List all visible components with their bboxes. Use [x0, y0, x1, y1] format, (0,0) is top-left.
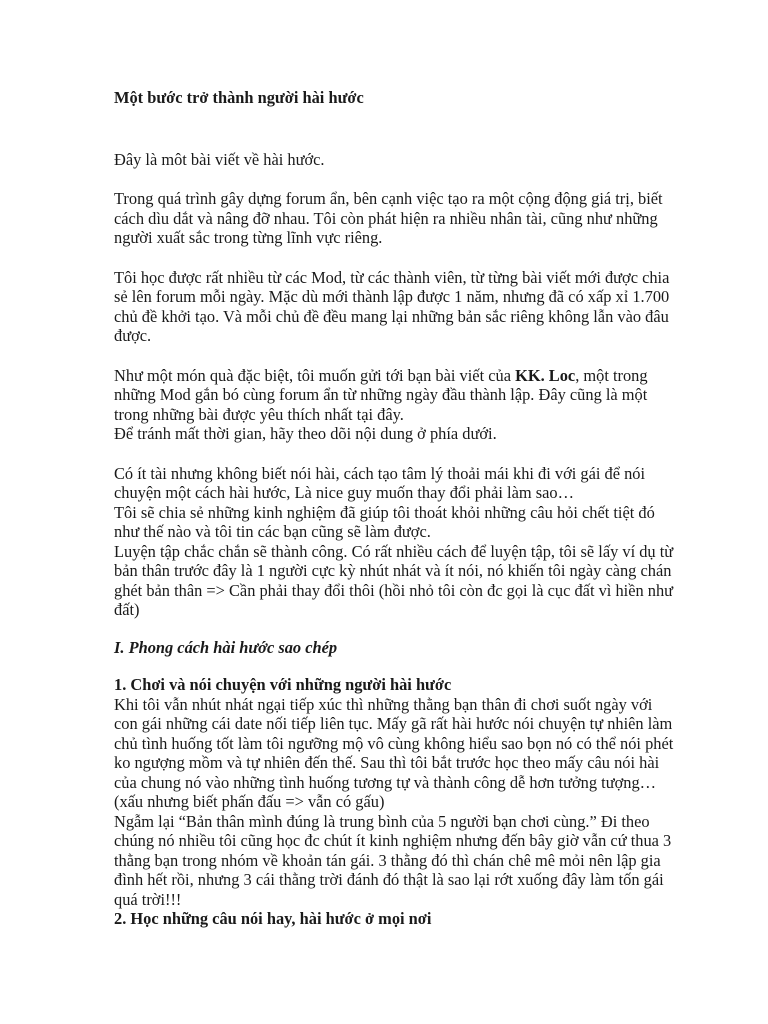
gift-text-before: Như một món quà đặc biệt, tôi muốn gửi tới bạn bài viết của — [114, 365, 516, 385]
paragraph-gift — [114, 366, 674, 425]
paragraph-learning: Tôi học được rất nhiều từ các Mod, từ các thành viên, từ từng bài viết mới được chia sẻ lên forum mỗi ngày. Mặc dù mới thành lập được 1 năm, nhưng đã có xấp xỉ 1.700 chủ đề khởi tạo. Và mỗi chủ đề đều mang lại những bản sắc riêng không lẫn vào đâu được. — [114, 267, 670, 345]
paragraph-share: Tôi sẽ chia sẻ những kinh nghiệm đã giúp tôi thoát khỏi những câu hỏi chết tiệt đó như thế nào và tôi tin các bạn cũng sẽ làm được. — [114, 502, 655, 541]
paragraph-follow: Để tránh mất thời gian, hãy theo dõi nội dung ở phía dưới. — [114, 424, 497, 443]
paragraph-forum-intro: Trong quá trình gây dựng forum ẩn, bên cạnh việc tạo ra một cộng động giá trị, biết cách dìu dắt và nâng đỡ nhau. Tôi còn phát hiện ra nhiều nhân tài, cũng như những người xuất sắc trong từng lĩnh vực riêng. — [114, 189, 663, 247]
paragraph-question: Có ít tài nhưng không biết nói hài, cách tạo tâm lý thoải mái khi đi với gái để nói chuyện một cách hài hước, Là nice guy muốn thay đổi phải làm sao… — [114, 463, 646, 502]
paragraph-reflection: Ngẫm lại “Bản thân mình đúng là trung bình của 5 người bạn chơi cùng.” Đi theo chúng nó nhiều tôi cũng học đc chút ít kinh nghiệm nhưng đến bây giờ vẫn cứ thua 3 thằng bạn trong nhóm về khoản tán gái. 3 thằng đó thì chán chê mê mỏi nên lập gia đình hết rồi, nhưng 3 cái thằng trời đánh đó thật là sao lại rớt xuống đây làm tốn gái quá trời!!! — [114, 811, 672, 909]
document-title: Một bước trở thành người hài hước — [114, 88, 364, 107]
subsection-heading-1: 1. Chơi và nói chuyện với những người hài hước — [114, 675, 452, 694]
section-heading: I. Phong cách hài hước sao chép — [114, 637, 338, 657]
author-name: KK. Loc — [515, 365, 576, 385]
gift-text-after: , một trong những Mod gắn bó cùng forum ẩn từ những ngày đầu thành lập. Đây cũng là một trong những bài được yêu thích nhất tại đây. — [114, 365, 648, 424]
intro-paragraph: Đây là môt bài viết về hài hước. — [114, 149, 325, 169]
paragraph-friends: Khi tôi vẫn nhút nhát ngại tiếp xúc thì những thằng bạn thân đi chơi suốt ngày với con gái những cái date nối tiếp liên tục. Mấy gã rất hài hước nói chuyện tự nhiên làm chủ tình huống tốt làm tôi ngưỡng mộ vô cùng không hiểu sao bọn nó có thể nói phét ko ngượng mồm và tự nhiên đến thế. Sau thì tôi bắt trước học theo mấy câu nói hài của chung nó vào những tình huống tương tự và thành công dễ hơn tưởng tượng… (xấu nhưng biết phấn đấu => vẫn có gấu) — [114, 694, 674, 811]
document-body — [114, 88, 674, 929]
paragraph-practice: Luyện tập chắc chắn sẽ thành công. Có rất nhiều cách để luyện tập, tôi sẽ lấy ví dụ từ bản thân trước đây là 1 người cực kỳ nhút nhát và ít nói, nó khiến tôi ngày càng chán ghét bản thân => Cần phải thay đổi thôi (hồi nhỏ tôi còn đc gọi là cục đất vì hiền như đất) — [114, 541, 674, 619]
subsection-heading-2: 2. Học những câu nói hay, hài hước ở mọi nơi — [114, 909, 432, 928]
